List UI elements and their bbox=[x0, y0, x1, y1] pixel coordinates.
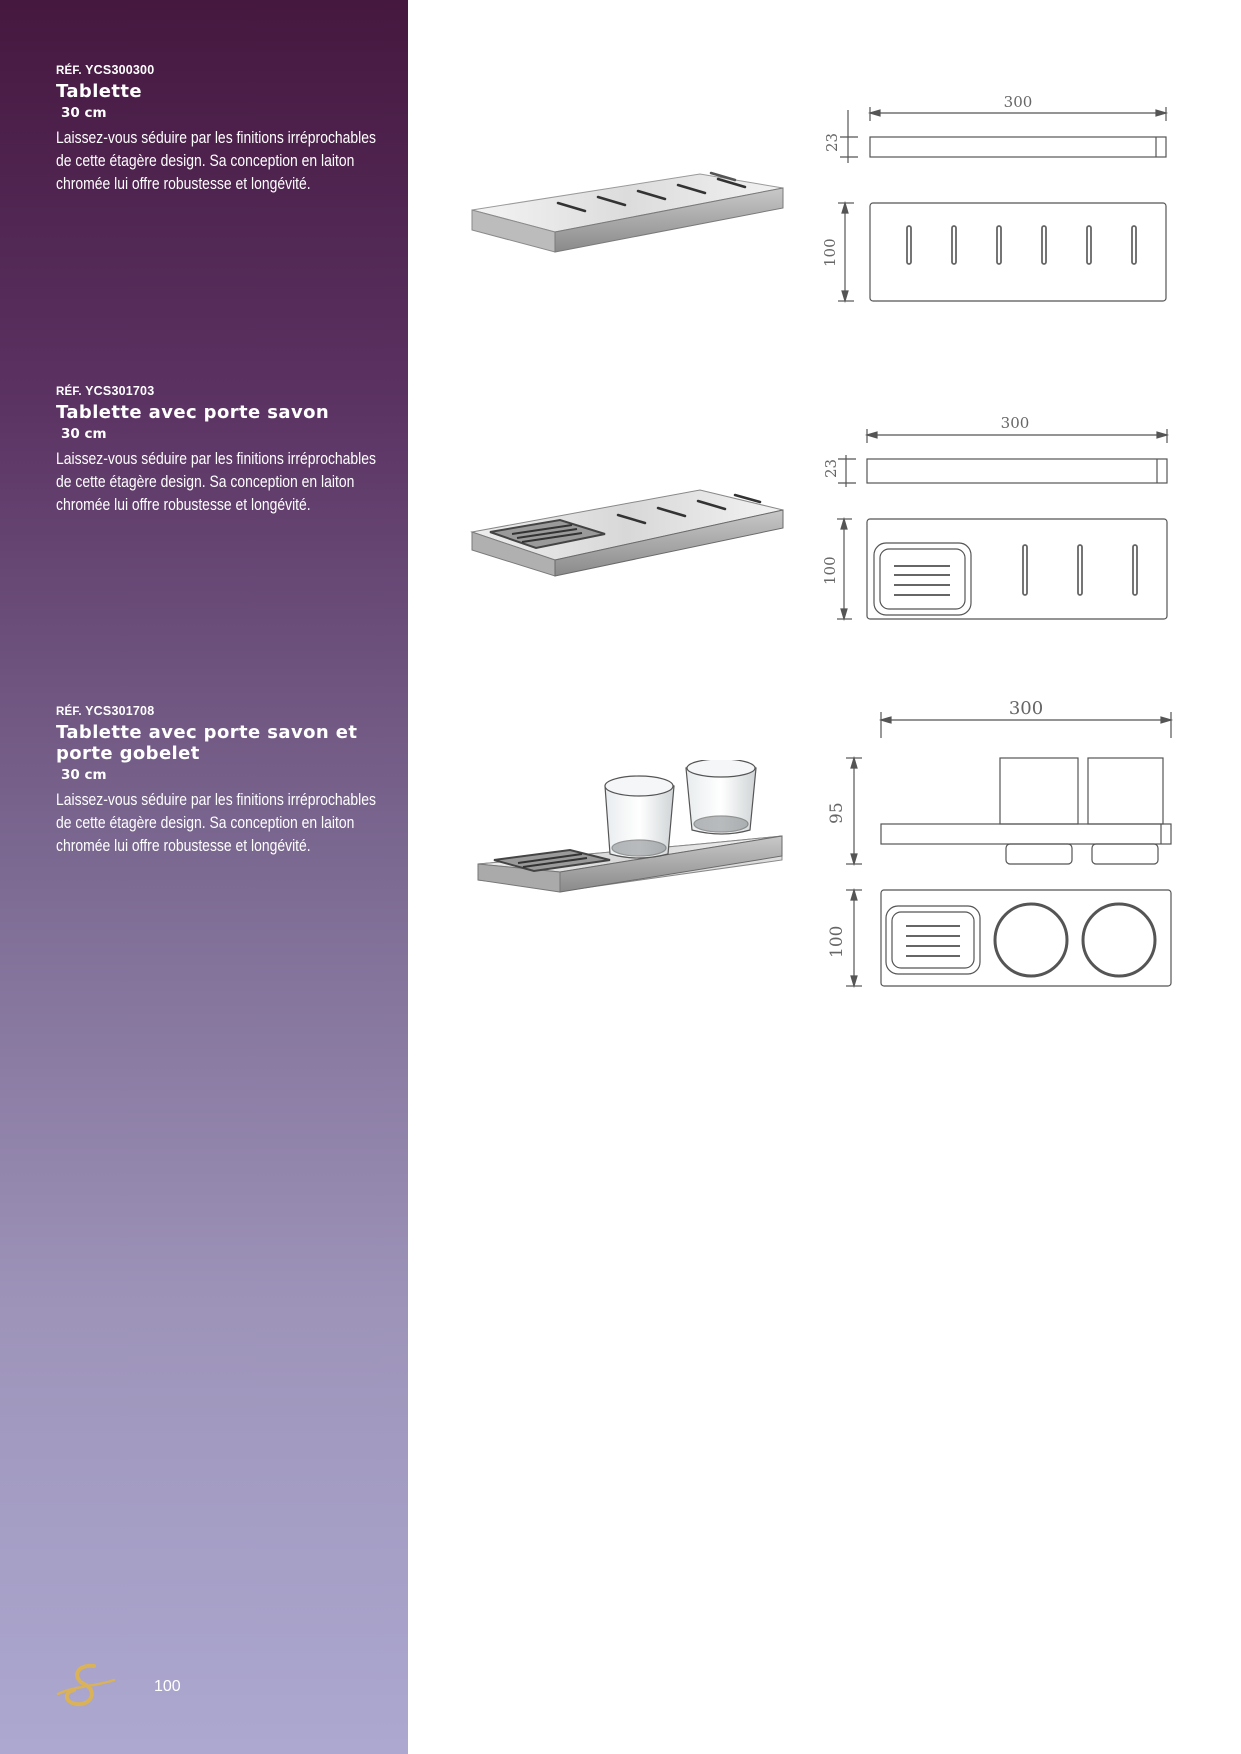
product-size: 30 cm bbox=[61, 767, 107, 783]
dimension-height: 23 bbox=[822, 458, 840, 478]
product-photo-shelf-soap-tumblers bbox=[460, 760, 800, 910]
product-block-ycs300300 bbox=[56, 63, 406, 195]
product-description bbox=[56, 126, 409, 195]
ref-prefix: RÉF. bbox=[56, 386, 82, 398]
description-line: chromée lui offre robustesse et longévité. bbox=[56, 836, 311, 855]
ref-prefix: RÉF. bbox=[56, 706, 82, 718]
brand-logo bbox=[54, 1660, 116, 1712]
dimension-width: 300 bbox=[1000, 415, 1030, 432]
product-title-line: Tablette avec porte savon et bbox=[56, 722, 358, 743]
product-ref bbox=[56, 384, 406, 399]
product-block-ycs301708 bbox=[56, 704, 406, 857]
dimension-width: 300 bbox=[1003, 95, 1033, 111]
dimension-depth: 100 bbox=[821, 238, 839, 267]
product-description bbox=[56, 788, 409, 857]
page-number: 100 bbox=[154, 1678, 181, 1695]
description-line: Laissez-vous séduire par les finitions irréprochables bbox=[56, 449, 377, 468]
dimension-height: 23 bbox=[823, 132, 841, 152]
sidebar-panel bbox=[0, 0, 408, 1754]
dimension-depth: 100 bbox=[821, 556, 839, 585]
product-ref bbox=[56, 63, 406, 78]
description-line: de cette étagère design. Sa conception en laiton bbox=[56, 472, 355, 491]
technical-drawing-shelf bbox=[810, 95, 1190, 315]
description-line: chromée lui offre robustesse et longévité. bbox=[56, 174, 311, 193]
description-line: Laissez-vous séduire par les finitions irréprochables bbox=[56, 128, 377, 147]
description-line: Laissez-vous séduire par les finitions irréprochables bbox=[56, 790, 377, 809]
product-size: 30 cm bbox=[61, 426, 107, 442]
description-line: chromée lui offre robustesse et longévité. bbox=[56, 495, 311, 514]
ref-code: YCS300300 bbox=[85, 63, 155, 77]
ref-code: YCS301708 bbox=[85, 704, 155, 718]
ref-prefix: RÉF. bbox=[56, 65, 82, 77]
product-size: 30 cm bbox=[61, 105, 107, 121]
product-ref bbox=[56, 704, 406, 719]
description-line: de cette étagère design. Sa conception en laiton bbox=[56, 151, 355, 170]
product-photo-shelf-soap bbox=[460, 480, 800, 590]
ref-code: YCS301703 bbox=[85, 384, 155, 398]
product-photo-shelf bbox=[460, 160, 800, 280]
technical-drawing-shelf-soap bbox=[810, 415, 1190, 635]
product-block-ycs301703 bbox=[56, 384, 406, 516]
product-title: Tablette avec porte savon bbox=[56, 402, 330, 423]
product-title-line: porte gobelet bbox=[56, 743, 200, 764]
product-title bbox=[56, 722, 406, 764]
technical-drawing-shelf-soap-tumblers bbox=[810, 690, 1190, 1000]
dimension-height: 95 bbox=[827, 802, 847, 824]
description-line: de cette étagère design. Sa conception en laiton bbox=[56, 813, 355, 832]
dimension-width: 300 bbox=[1008, 698, 1044, 719]
product-title: Tablette bbox=[56, 81, 142, 102]
dimension-depth: 100 bbox=[827, 925, 847, 958]
product-description bbox=[56, 447, 409, 516]
